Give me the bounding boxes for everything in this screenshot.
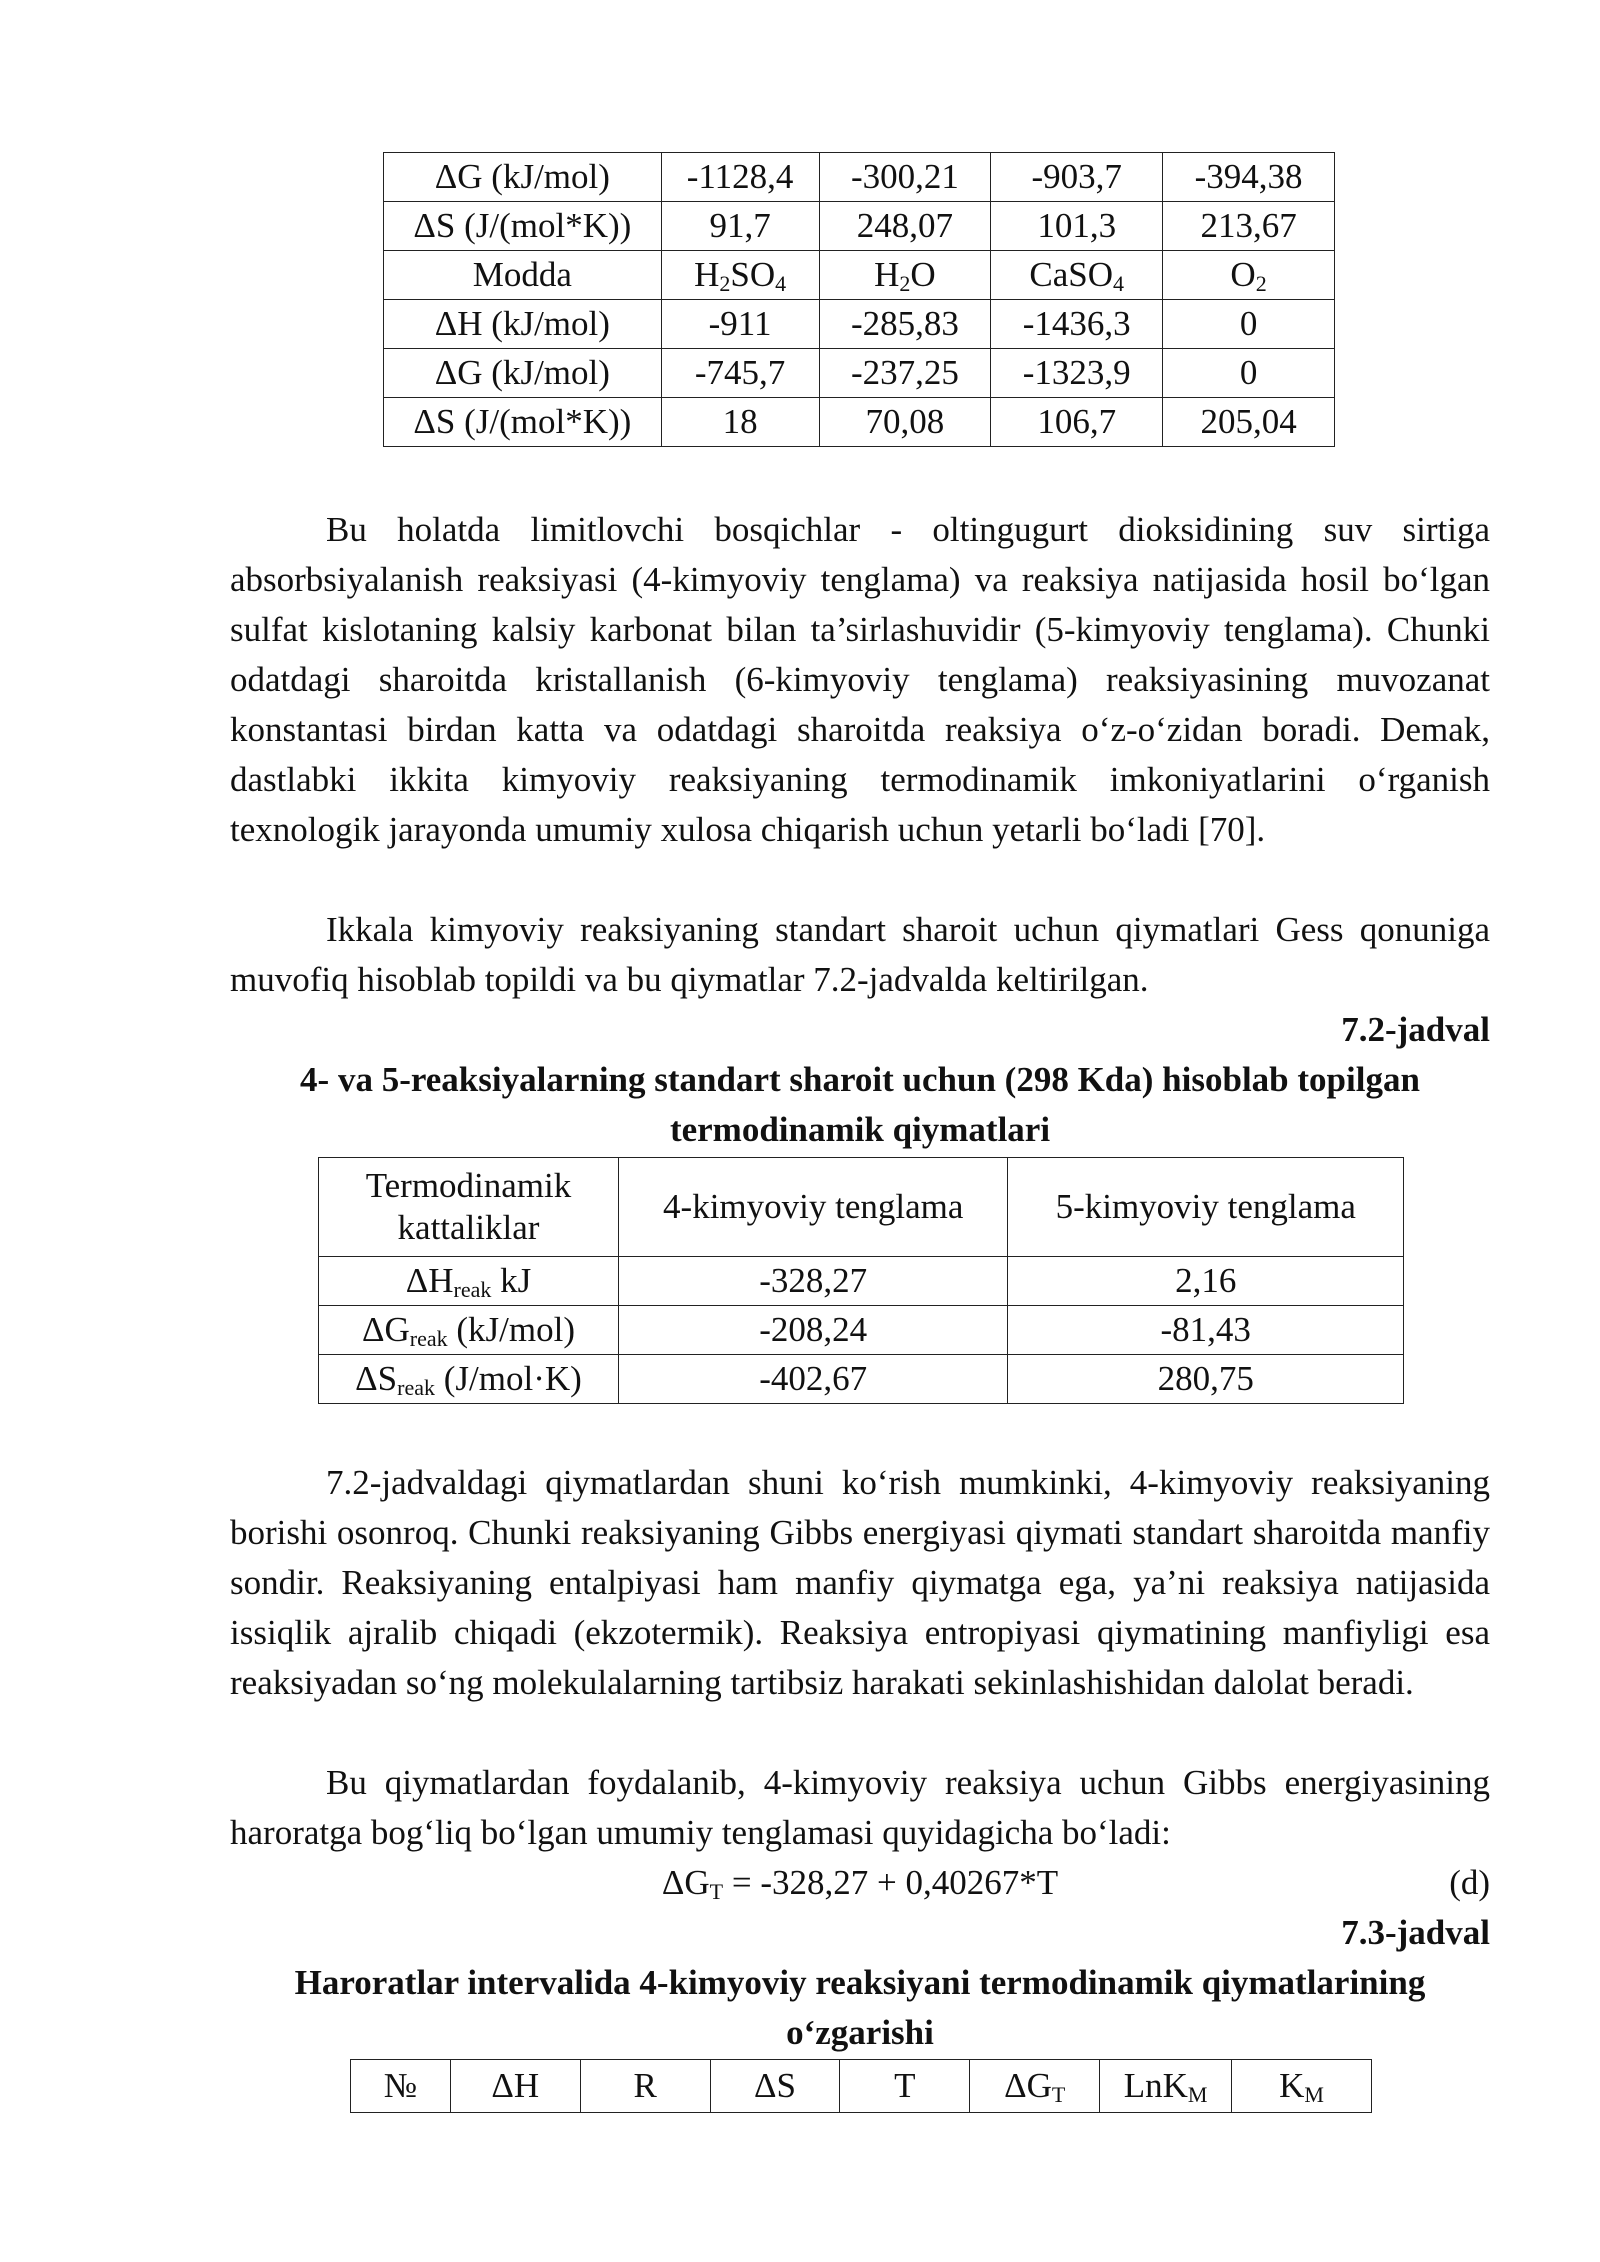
table-cell: -394,38 bbox=[1163, 153, 1335, 202]
quantity-cell: $\Delta G_{reak}$ (kJ/mol) bbox=[319, 1306, 619, 1355]
table-row bbox=[384, 202, 1335, 251]
table-label: 7.3-jadval bbox=[1341, 1913, 1490, 1952]
table-cell: 18 bbox=[661, 398, 819, 447]
table-row bbox=[384, 300, 1335, 349]
table-cell: 205,04 bbox=[1163, 398, 1335, 447]
table-cell: 248,07 bbox=[819, 202, 991, 251]
table-cell: -745,7 bbox=[661, 349, 819, 398]
column-header: $\Delta G_T$ bbox=[970, 2060, 1100, 2113]
table-cell: 91,7 bbox=[661, 202, 819, 251]
column-header: R bbox=[580, 2060, 710, 2113]
column-header: 4-kimyoviy tenglama bbox=[618, 1158, 1008, 1257]
table-cell: 0 bbox=[1163, 300, 1335, 349]
table-cell: -911 bbox=[661, 300, 819, 349]
formula-o2: $O_2$ bbox=[1163, 251, 1335, 300]
body-paragraph: 7.2-jadvaldagi qiymatlardan shuni ko‘rish mumkinki, 4-kimyoviy reaksiyaning borishi osonroq. Chunki reaksiyaning Gibbs energiyasi qiymati standart sharoitda manfiy sondir. Reaksiyaning entalpiyasi ham manfiy qiymatga ega, ya’ni reaksiya natijasida issiqlik ajralib chiqadi (ekzotermik). Reaksiya entropiyasi qiymatining manfiyligi esa reaksiyadan so‘ng molekulalarning tartibsiz harakati sekinlashishidan dalolat beradi. bbox=[230, 1463, 1490, 1702]
thermo-table-continued bbox=[383, 152, 1335, 447]
table-header-row bbox=[351, 2060, 1372, 2113]
column-header: ΔH bbox=[450, 2060, 580, 2113]
table-cell: -208,24 bbox=[618, 1306, 1008, 1355]
table-7-3 bbox=[350, 2059, 1372, 2113]
column-header: ΔS bbox=[710, 2060, 840, 2113]
table-cell: 280,75 bbox=[1008, 1355, 1404, 1404]
table-cell: -285,83 bbox=[819, 300, 991, 349]
table-cell: -300,21 bbox=[819, 153, 991, 202]
table-row bbox=[319, 1257, 1404, 1306]
table-row bbox=[319, 1306, 1404, 1355]
table-caption: Haroratlar intervalida 4-kimyoviy reaksiyani termodinamik qiymatlarining o‘zgarishi bbox=[294, 1963, 1426, 2052]
body-paragraph: Bu holatda limitlovchi bosqichlar - oltingugurt dioksidining suv sirtiga absorbsiyalanish reaksiyasi (4-kimyoviy tenglama) va reaksiya natijasida hosil bo‘lgan sulfat kislotaning kalsiy karbonat bilan ta’sirlashuvidir (5-kimyoviy tenglama). Chunki odatdagi sharoitda kristallanish (6-kimyoviy tenglama) reaksiyasining muvozanat konstantasi birdan katta va odatdagi sharoitda reaksiya o‘z-o‘zidan boradi. Demak, dastlabki ikkita kimyoviy reaksiyaning termodinamik imkoniyatlarini o‘rganish texnologik jarayonda umumiy xulosa chiqarish uchun yetarli bo‘ladi [70]. bbox=[230, 510, 1490, 849]
table-cell: -1323,9 bbox=[991, 349, 1163, 398]
table-cell: 70,08 bbox=[819, 398, 991, 447]
column-header: 5-kimyoviy tenglama bbox=[1008, 1158, 1404, 1257]
table-header-row bbox=[319, 1158, 1404, 1257]
table-cell: ΔS (J/(mol*K)) bbox=[384, 398, 662, 447]
table-row-modda bbox=[384, 251, 1335, 300]
table-cell: 0 bbox=[1163, 349, 1335, 398]
table-cell: ΔG (kJ/mol) bbox=[384, 349, 662, 398]
table-cell: -1436,3 bbox=[991, 300, 1163, 349]
table-cell: ΔG (kJ/mol) bbox=[384, 153, 662, 202]
body-paragraph: Ikkala kimyoviy reaksiyaning standart sharoit uchun qiymatlari Gess qonuniga muvofiq hisoblab topildi va bu qiymatlar 7.2-jadvalda keltirilgan. bbox=[230, 910, 1490, 999]
table-label: 7.2-jadval bbox=[1341, 1010, 1490, 1049]
table-caption: 4- va 5-reaksiyalarning standart sharoit uchun (298 Kda) hisoblab topilgan termodinamik qiymatlari bbox=[300, 1060, 1420, 1149]
table-row bbox=[384, 349, 1335, 398]
table-row bbox=[384, 398, 1335, 447]
equation-d bbox=[230, 1858, 1490, 1908]
column-header: T bbox=[840, 2060, 970, 2113]
table-cell: -1128,4 bbox=[661, 153, 819, 202]
table-7-2 bbox=[318, 1157, 1404, 1404]
column-header: $K_M$ bbox=[1232, 2060, 1372, 2113]
quantity-cell: $\Delta S_{reak}$ (J/mol·K) bbox=[319, 1355, 619, 1404]
column-header: № bbox=[351, 2060, 451, 2113]
column-header: LnK$_M$ bbox=[1100, 2060, 1232, 2113]
table-cell: 106,7 bbox=[991, 398, 1163, 447]
table-cell: -328,27 bbox=[618, 1257, 1008, 1306]
quantity-cell: $\Delta H_{reak}$ kJ bbox=[319, 1257, 619, 1306]
formula-h2so4: $H_2SO_4$ bbox=[661, 251, 819, 300]
table-row bbox=[319, 1355, 1404, 1404]
table-cell: 2,16 bbox=[1008, 1257, 1404, 1306]
table-cell: 101,3 bbox=[991, 202, 1163, 251]
body-paragraph: Bu qiymatlardan foydalanib, 4-kimyoviy reaksiya uchun Gibbs energiyasining haroratga bog‘liq bo‘lgan umumiy tenglamasi quyidagicha bo‘ladi: bbox=[230, 1763, 1490, 1852]
table-cell: Modda bbox=[384, 251, 662, 300]
table-cell: -237,25 bbox=[819, 349, 991, 398]
column-header: Termodinamik kattaliklar bbox=[319, 1158, 619, 1257]
table-cell: ΔS (J/(mol*K)) bbox=[384, 202, 662, 251]
equation-body: $\Delta G_T = -328,27 + 0,40267*T$ bbox=[661, 1863, 1059, 1904]
table-cell: -81,43 bbox=[1008, 1306, 1404, 1355]
formula-caso4: CaSO$_4$ bbox=[991, 251, 1163, 300]
table-cell: ΔH (kJ/mol) bbox=[384, 300, 662, 349]
equation-number: (d) bbox=[1449, 1863, 1490, 1902]
table-cell: 213,67 bbox=[1163, 202, 1335, 251]
table-cell: -903,7 bbox=[991, 153, 1163, 202]
formula-h2o: $H_2O$ bbox=[819, 251, 991, 300]
table-cell: -402,67 bbox=[618, 1355, 1008, 1404]
table-row bbox=[384, 153, 1335, 202]
